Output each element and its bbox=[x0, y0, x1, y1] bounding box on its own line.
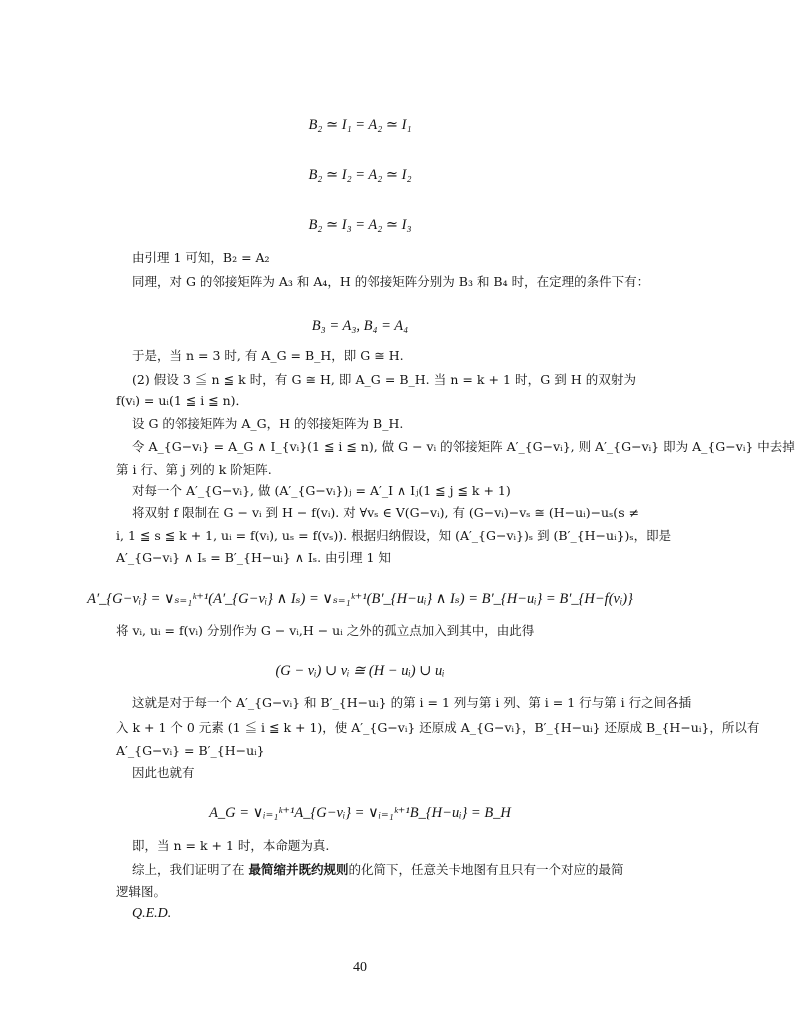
text-line: 逻辑图。 bbox=[116, 884, 167, 899]
equation-7: A_G = ∨ᵢ₌₁ᵏ⁺¹A_{G−vᵢ} = ∨ᵢ₌₁ᵏ⁺¹B_{H−uᵢ} = B_H bbox=[209, 805, 511, 821]
text-line: 同理，对 G 的邻接矩阵为 A₃ 和 A₄，H 的邻接矩阵分别为 B₃ 和 B₄ 时，在定理的条件下有： bbox=[132, 274, 650, 289]
text-segment: 综上，我们证明了在 bbox=[132, 862, 249, 877]
equation-4: B₃ = A₃, B₄ = A₄ bbox=[311, 318, 409, 334]
text-line: 这就是对于每一个 A′_{G−vᵢ} 和 B′_{H−uᵢ} 的第 i = 1 列与第 i 列、第 i = 1 行与第 i 行之间各插 bbox=[132, 695, 692, 710]
text-line: f(vᵢ) = uᵢ(1 ≦ i ≦ n)． bbox=[116, 393, 249, 408]
text-line: A′_{G−vᵢ} = B′_{H−uᵢ} bbox=[116, 743, 265, 758]
text-line: 第 i 行、第 j 列的 k 阶矩阵. bbox=[116, 462, 272, 477]
equation-3: B₂ ≃ I₃ = A₂ ≃ I₃ bbox=[308, 217, 412, 233]
equation-5: A′_{G−vᵢ} = ∨ₛ₌₁ᵏ⁺¹(A′_{G−vᵢ} ∧ Iₛ) = ∨ₛ₌₁ᵏ⁺¹(B′_{H−uᵢ} ∧ Iₛ) = B′_{H−uᵢ} = B′_{H−f(vᵢ)} bbox=[87, 591, 633, 607]
text-line bbox=[132, 860, 636, 880]
text-line: 令 A_{G−vᵢ} = A_G ∧ I_{vᵢ}(1 ≦ i ≦ n), 做 G − vᵢ 的邻接矩阵 A′_{G−vᵢ}, 则 A′_{G−vᵢ} 即为 A_{G−vᵢ} 中去掉 bbox=[132, 439, 795, 454]
equation-2: B₂ ≃ I₂ = A₂ ≃ I₂ bbox=[308, 167, 412, 183]
text-line: 对每一个 A′_{G−vᵢ}, 做 (A′_{G−vᵢ})ⱼ = A′_I ∧ Iⱼ(1 ≦ j ≦ k + 1) bbox=[132, 483, 511, 498]
text-line: i, 1 ≦ s ≦ k + 1, uᵢ = f(vᵢ), uₛ = f(vₛ)). 根据归纳假设，知 (A′_{G−vᵢ})ₛ 到 (B′_{H−uᵢ})ₛ，即是 bbox=[116, 528, 672, 543]
text-line: 因此也就有 bbox=[132, 765, 195, 780]
equation-1: B₂ ≃ I₁ = A₂ ≃ I₁ bbox=[308, 117, 412, 133]
text-line: 由引理 1 可知，B₂ = A₂ bbox=[132, 250, 270, 265]
equation-6: (G − vᵢ) ∪ vᵢ ≅ (H − uᵢ) ∪ uᵢ bbox=[275, 663, 445, 679]
text-line: 即，当 n = k + 1 时，本命题为真. bbox=[132, 838, 330, 853]
text-line: (2) 假设 3 ≦ n ≦ k 时，有 G ≅ H, 即 A_G = B_H. 当 n = k + 1 时，G 到 H 的双射为 bbox=[132, 372, 636, 387]
text-line: 设 G 的邻接矩阵为 A_G，H 的邻接矩阵为 B_H. bbox=[132, 416, 404, 431]
text-line: 入 k + 1 个 0 元素 (1 ≦ i ≦ k + 1)，使 A′_{G−vᵢ} 还原成 A_{G−vᵢ}，B′_{H−uᵢ} 还原成 B_{H−uᵢ}，所以有 bbox=[116, 720, 760, 735]
qed-mark: Q.E.D. bbox=[132, 906, 172, 921]
page-number: 40 bbox=[353, 960, 367, 975]
text-line: 将 vᵢ, uᵢ = f(vᵢ) 分别作为 G − vᵢ,H − uᵢ 之外的孤立点加入到其中，由此得 bbox=[116, 623, 535, 638]
text-line: A′_{G−vᵢ} ∧ Iₛ = B′_{H−uᵢ} ∧ Iₛ. 由引理 1 知 bbox=[116, 550, 391, 565]
bold-term: 最简缩并既约规则 bbox=[248, 862, 349, 877]
text-line: 将双射 f 限制在 G − vᵢ 到 H − f(vᵢ). 对 ∀vₛ ∈ V(G−vᵢ), 有 (G−vᵢ)−vₛ ≅ (H−uᵢ)−uₛ(s ≠ bbox=[132, 505, 640, 520]
text-segment: 的化简下，任意关卡地图有且只有一个对应的最简 bbox=[348, 862, 624, 877]
text-line: 于是，当 n = 3 时, 有 A_G = B_H，即 G ≅ H. bbox=[132, 348, 404, 363]
